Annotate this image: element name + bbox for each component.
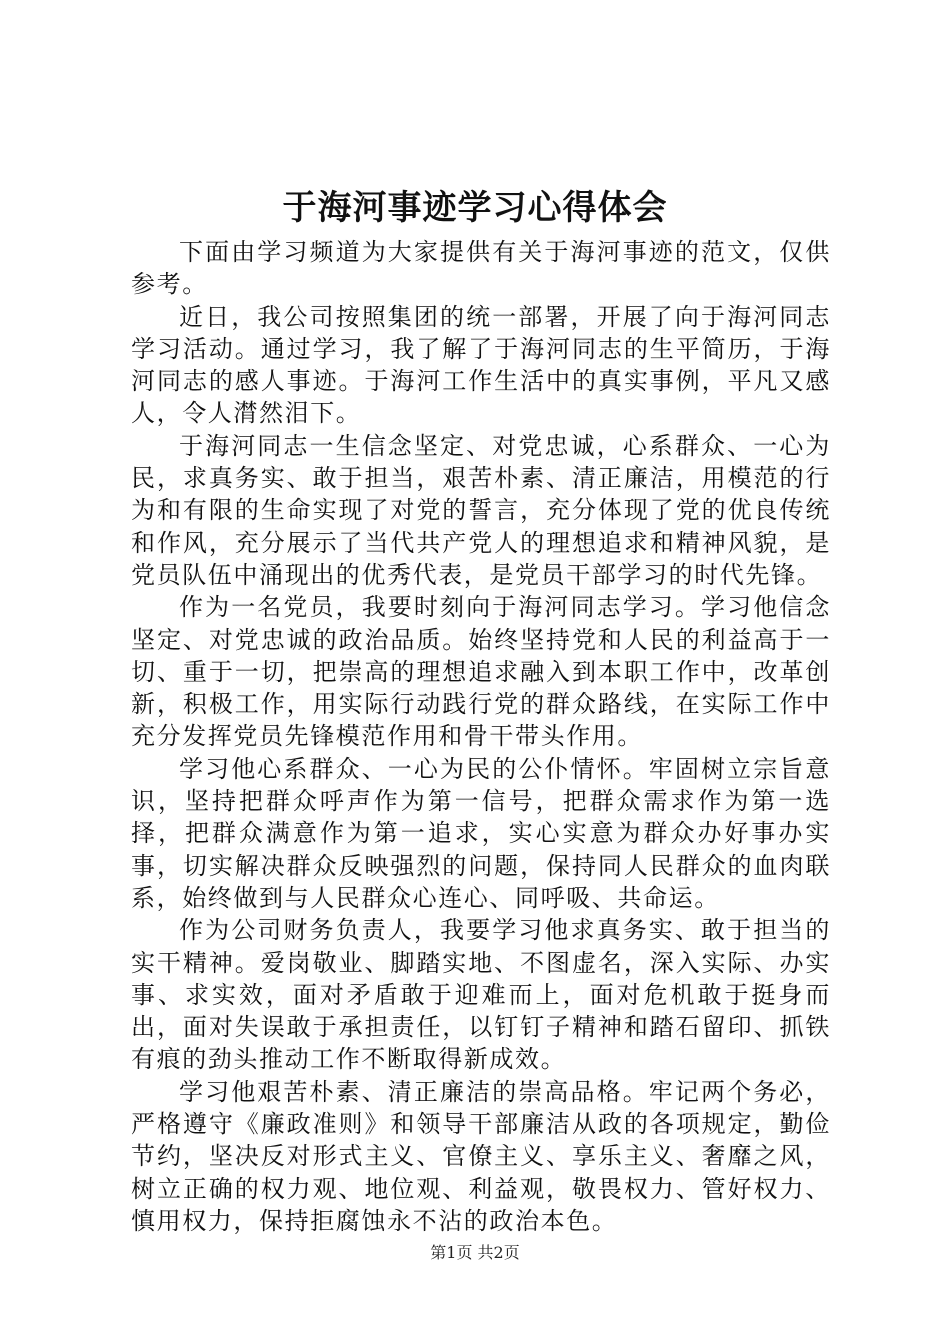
paragraph-intro: 下面由学习频道为大家提供有关于海河事迹的范文，仅供参考。 xyxy=(131,238,831,299)
paragraph-political-quality: 作为一名党员，我要时刻向于海河同志学习。学习他信念坚定、对党忠诚的政治品质。始终坚持党和人民的利益高于一切、重于一切，把崇高的理想追求融入到本职工作中，改革创新，积极工作，用实际行动践行党的群众路线，在实际工作中充分发挥党员先锋模范作用和骨干带头作用。 xyxy=(131,593,831,751)
paragraph-pragmatic-spirit: 作为公司财务负责人，我要学习他求真务实、敢于担当的实干精神。爱岗敬业、脚踏实地、不图虚名，深入实际、办实事、求实效，面对矛盾敢于迎难而上，面对危机敢于挺身而出，面对失误敢于承担责任，以钉钉子精神和踏石留印、抓铁有痕的劲头推动工作不断取得新成效。 xyxy=(131,916,831,1074)
paragraph-activity: 近日，我公司按照集团的统一部署，开展了向于海河同志学习活动。通过学习，我了解了于海河同志的生平简历，于海河同志的感人事迹。于海河工作生活中的真实事例，平凡又感人，令人潸然泪下。 xyxy=(131,302,831,428)
paragraph-integrity: 学习他艰苦朴素、清正廉洁的崇高品格。牢记两个务必，严格遵守《廉政准则》和领导干部廉洁从政的各项规定，勤俭节约，坚决反对形式主义、官僚主义、享乐主义、奢靡之风，树立正确的权力观、地位观、利益观，敬畏权力、管好权力、慎用权力，保持拒腐蚀永不沾的政治本色。 xyxy=(131,1077,831,1235)
paragraph-public-servant: 学习他心系群众、一心为民的公仆情怀。牢固树立宗旨意识，坚持把群众呼声作为第一信号，把群众需求作为第一选择，把群众满意作为第一追求，实心实意为群众办好事办实事，切实解决群众反映强烈的问题，保持同人民群众的血肉联系，始终做到与人民群众心连心、同呼吸、共命运。 xyxy=(131,754,831,912)
document-body xyxy=(131,236,831,1237)
paragraph-qualities: 于海河同志一生信念坚定、对党忠诚，心系群众、一心为民，求真务实、敢于担当，艰苦朴素、清正廉洁，用模范的行为和有限的生命实现了对党的誓言，充分体现了党的优良传统和作风，充分展示了当代共产党人的理想追求和精神风貌，是党员队伍中涌现出的优秀代表，是党员干部学习的时代先锋。 xyxy=(131,431,831,589)
document-title: 于海河事迹学习心得体会 xyxy=(282,188,668,228)
page-number-footer: 第1页 共2页 xyxy=(430,1243,520,1262)
